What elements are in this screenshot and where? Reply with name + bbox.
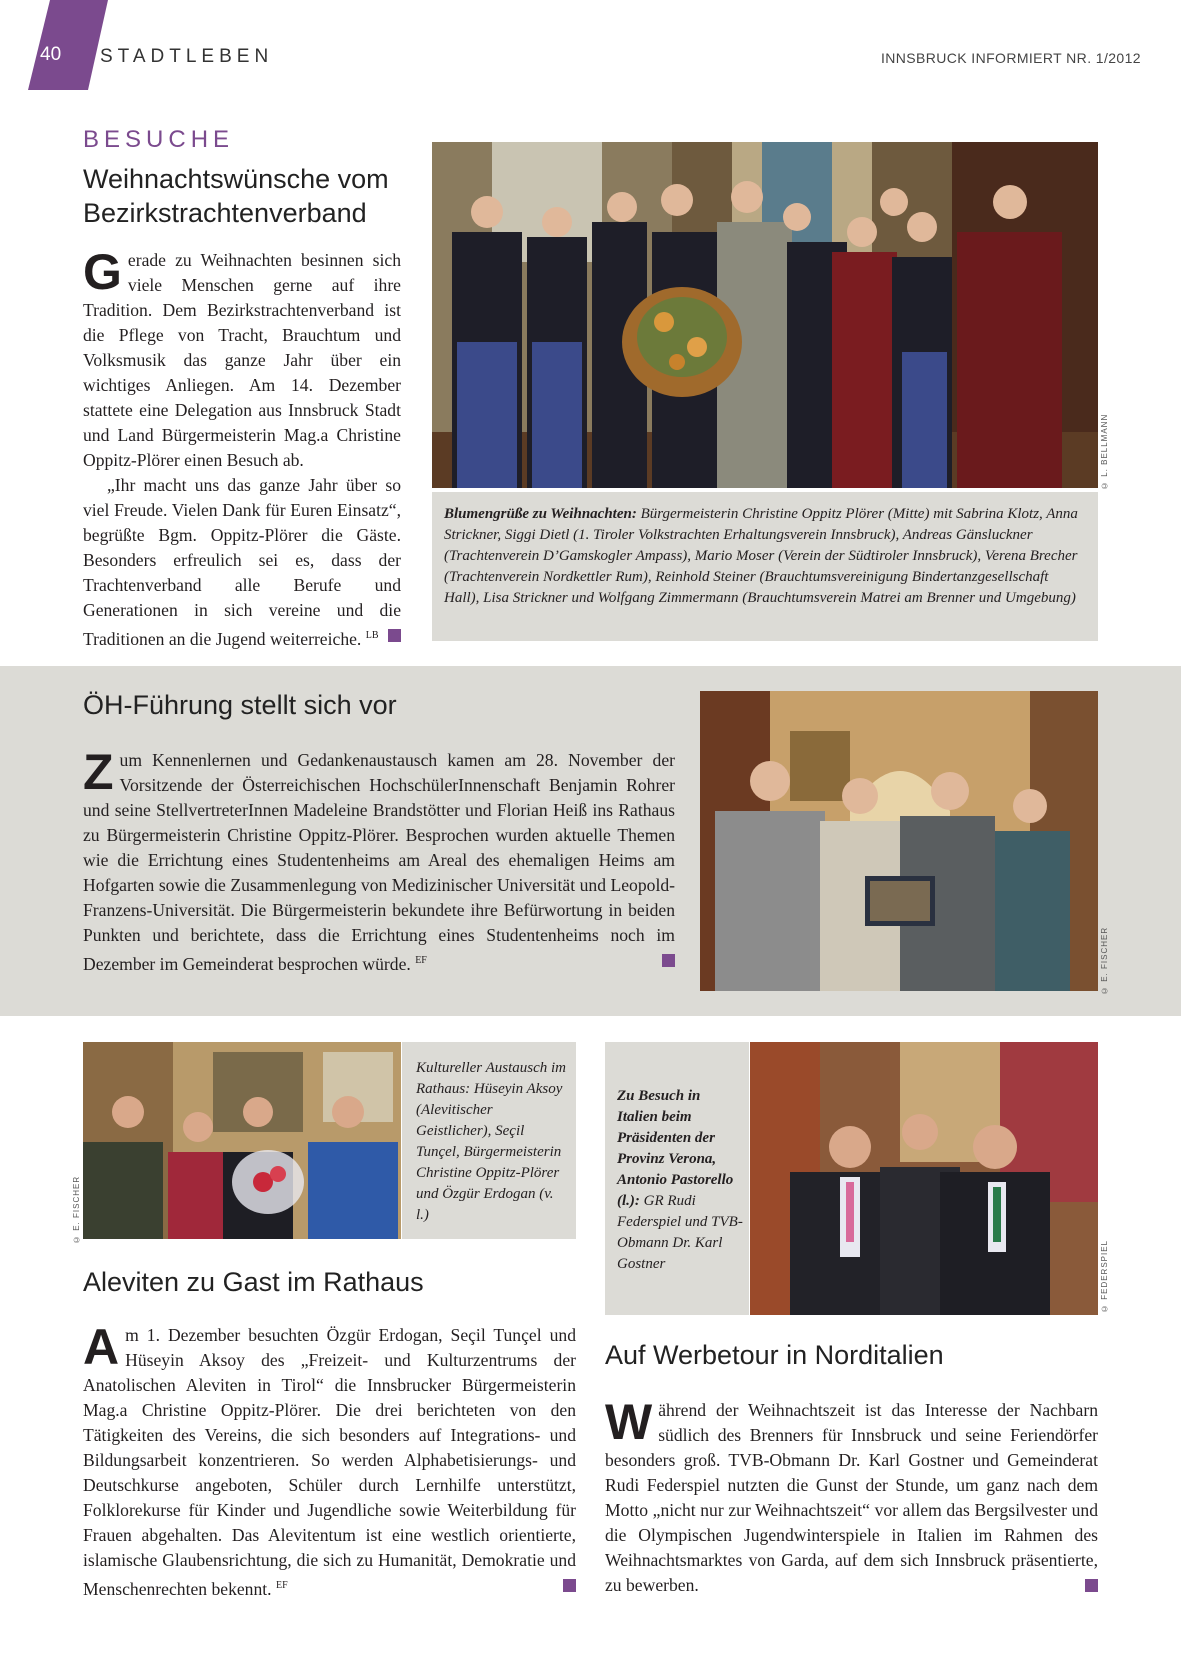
traditional-costume-group-photo [432,142,1098,488]
article4-caption [605,1042,749,1315]
student-union-photo [700,691,1098,991]
article1-headline [83,162,423,230]
article1-caption-text: Bürgermeisterin Christine Oppitz Plörer (Mitte) mit Sabrina Klotz, Anna Strickner, Siggi Dietl (1. Tiroler Volkstrachten Erhaltungsverein Innsbruck), Andreas Gänsluckner (Trachtenverein D’Gamskogler Ampass), Mario Moser (Verein der Südtiroler Innsbruck), Verena Brecher (Trachtenverein Nordkettler Rum), Reinhold Steiner (Brauchtumsvereinigung Bindertanzgesellschaft Hall), Lisa Strickner und Wolfgang Zimmermann (Brauchtumsverein Matrei am Brenner und Umgebung) [444,506,1078,606]
article1-kicker: BESUCHE [83,126,235,153]
issue-label: INNSBRUCK INFORMIERT NR. 1/2012 [880,50,1141,66]
article1-title-line1: Weihnachtswünsche vom [83,164,389,194]
article4-photo-credit: © FEDERSPIEL [1100,1239,1109,1313]
article1-signature: LB [365,630,379,641]
article3-photo [83,1042,401,1239]
article2-signature: EF [415,955,427,966]
article4-dropcap: W [605,1394,653,1450]
article1-dropcap: G [83,244,122,300]
article2-dropcap: Z [83,744,114,800]
article3-title: Aleviten zu Gast im Rathaus [83,1267,424,1297]
alevi-visit-photo [83,1042,401,1239]
article2-text: um Kennenlernen und Gedankenaustausch kamen am 28. November der Vorsitzende der Österreichischen HochschülerInnenschaft Benjamin Rohrer und seine StellvertreterInnen Madeleine Brandstötter und Florian Heiß ins Rathaus zu Bürgermeisterin Christine Oppitz-Plörer. Besprochen wurden aktuelle Themen wie die Errichtung eines Studentenheims am Areal des ehemaligen Heims am Hofgarten sowie die Zusammenlegung von Medizinischer Universität und Leopold-Franzens-Universität. Die Bürgermeisterin bekundete ihre Befürwortung in beiden Punkten und berichtete, dass die Errichtung eines Studentenheims noch im Dezember im Gemeinderat besprochen würde. [83,750,675,974]
article3-dropcap: A [83,1319,120,1375]
article4-end-mark [1085,1579,1098,1592]
article1-body [83,244,401,652]
article1-photo [432,142,1098,488]
article4-caption-lead: Zu Besuch in Italien beim Präsidenten der Provinz Verona, Antonio Pastorello (l.): [617,1088,734,1209]
article2-body [83,744,675,977]
article4-title: Auf Werbetour in Norditalien [605,1340,944,1370]
article1-para1: erade zu Weihnachten besinnen sich viele Menschen gerne auf ihre Tradition. Dem Bezirkstrachtenverband ist die Pflege von Tracht, Brauchtum und Volksmusik das ganze Jahr über ein wichtiges Anliegen. Am 14. Dezember stattete eine Delegation aus Innsbruck Stadt und Land Bürgermeisterin Mag.a Christine Oppitz-Plörer einen Besuch ab. [83,250,401,470]
article1-end-mark [388,629,401,642]
article2-title: ÖH-Führung stellt sich vor [83,690,397,720]
article3-text: m 1. Dezember besuchten Özgür Erdogan, Seçil Tunçel und Hüseyin Aksoy des „Freizeit- und Kulturzentrums der Anatolischen Aleviten in Tirol“ die Innsbrucker Bürgermeisterin Mag.a Christine Oppitz-Plörer. Die drei berichteten von den Tätigkeiten des Vereins, die sich besonders auf Integrations- und Bildungsarbeit konzentrieren. So werden Alphabetisierungs- und Deutschkurse angeboten, Schüler durch Lernhilfe unterstützt, Folklorekurse für Kinder und Jugendliche sowie Weiterbildung für Frauen abgehalten. Das Alevitentum ist eine westlich orientierte, islamische Glaubensrichtung, die sich zu Humanität, Demokratie und Menschenrechten bekennt. [83,1325,576,1599]
article3-body [83,1319,576,1602]
verona-visit-photo [750,1042,1098,1315]
article1-photo-credit: © L. BELLMANN [1100,413,1109,490]
article3-photo-credit: © E. FISCHER [72,1175,81,1244]
section-title: STADTLEBEN [100,46,274,67]
article4-text: ährend der Weihnachtszeit ist das Interesse der Nachbarn südlich des Brenners für Innsbruck und seine Feriendörfer besonders groß. TVB-Obmann Dr. Karl Gostner und Gemeinderat Rudi Federspiel nutzten die Gunst der Stunde, um ganz nach dem Motto „nicht nur zur Weihnachtszeit“ vor allem das Bergsilvester und die Olympischen Jugendwinterspiele in Italien im Rahmen des Weihnachtsmarktes von Garda, auf dem sich Innsbruck präsentierte, zu bewerben. [605,1400,1098,1595]
article1-para2: „Ihr macht uns das ganze Jahr über so viel Freude. Vielen Dank für Euren Einsatz“, begrüßte Bgm. Oppitz-Plörer die Gäste. Besonders erfreulich sei es, dass der Trachtenverband alle Berufe und Generationen in sich vereine und die Traditionen an die Jugend weiterreiche. [83,475,401,649]
article4-body [605,1394,1098,1598]
article4-photo [750,1042,1098,1315]
article3-end-mark [563,1579,576,1592]
article4-caption-text: GR Rudi Federspiel und TVB-Obmann Dr. Karl Gostner [617,1193,743,1272]
article3-caption: Kultureller Austausch im Rathaus: Hüseyin Aksoy (Alevitischer Geistlicher), Seçil Tunçel, Bürgermeisterin Christine Oppitz-Plörer und Özgür Erdogan (v. l.) [402,1042,576,1239]
article2-end-mark [662,954,675,967]
page-number: 40 [40,44,62,65]
article1-title-line2: Bezirkstrachtenverband [83,198,367,228]
article2-photo [700,691,1098,991]
article1-caption [432,492,1098,641]
article3-signature: EF [275,1580,288,1591]
article1-caption-lead: Blumengrüße zu Weihnachten: [444,506,637,522]
article2-photo-credit: © E. FISCHER [1100,926,1109,995]
